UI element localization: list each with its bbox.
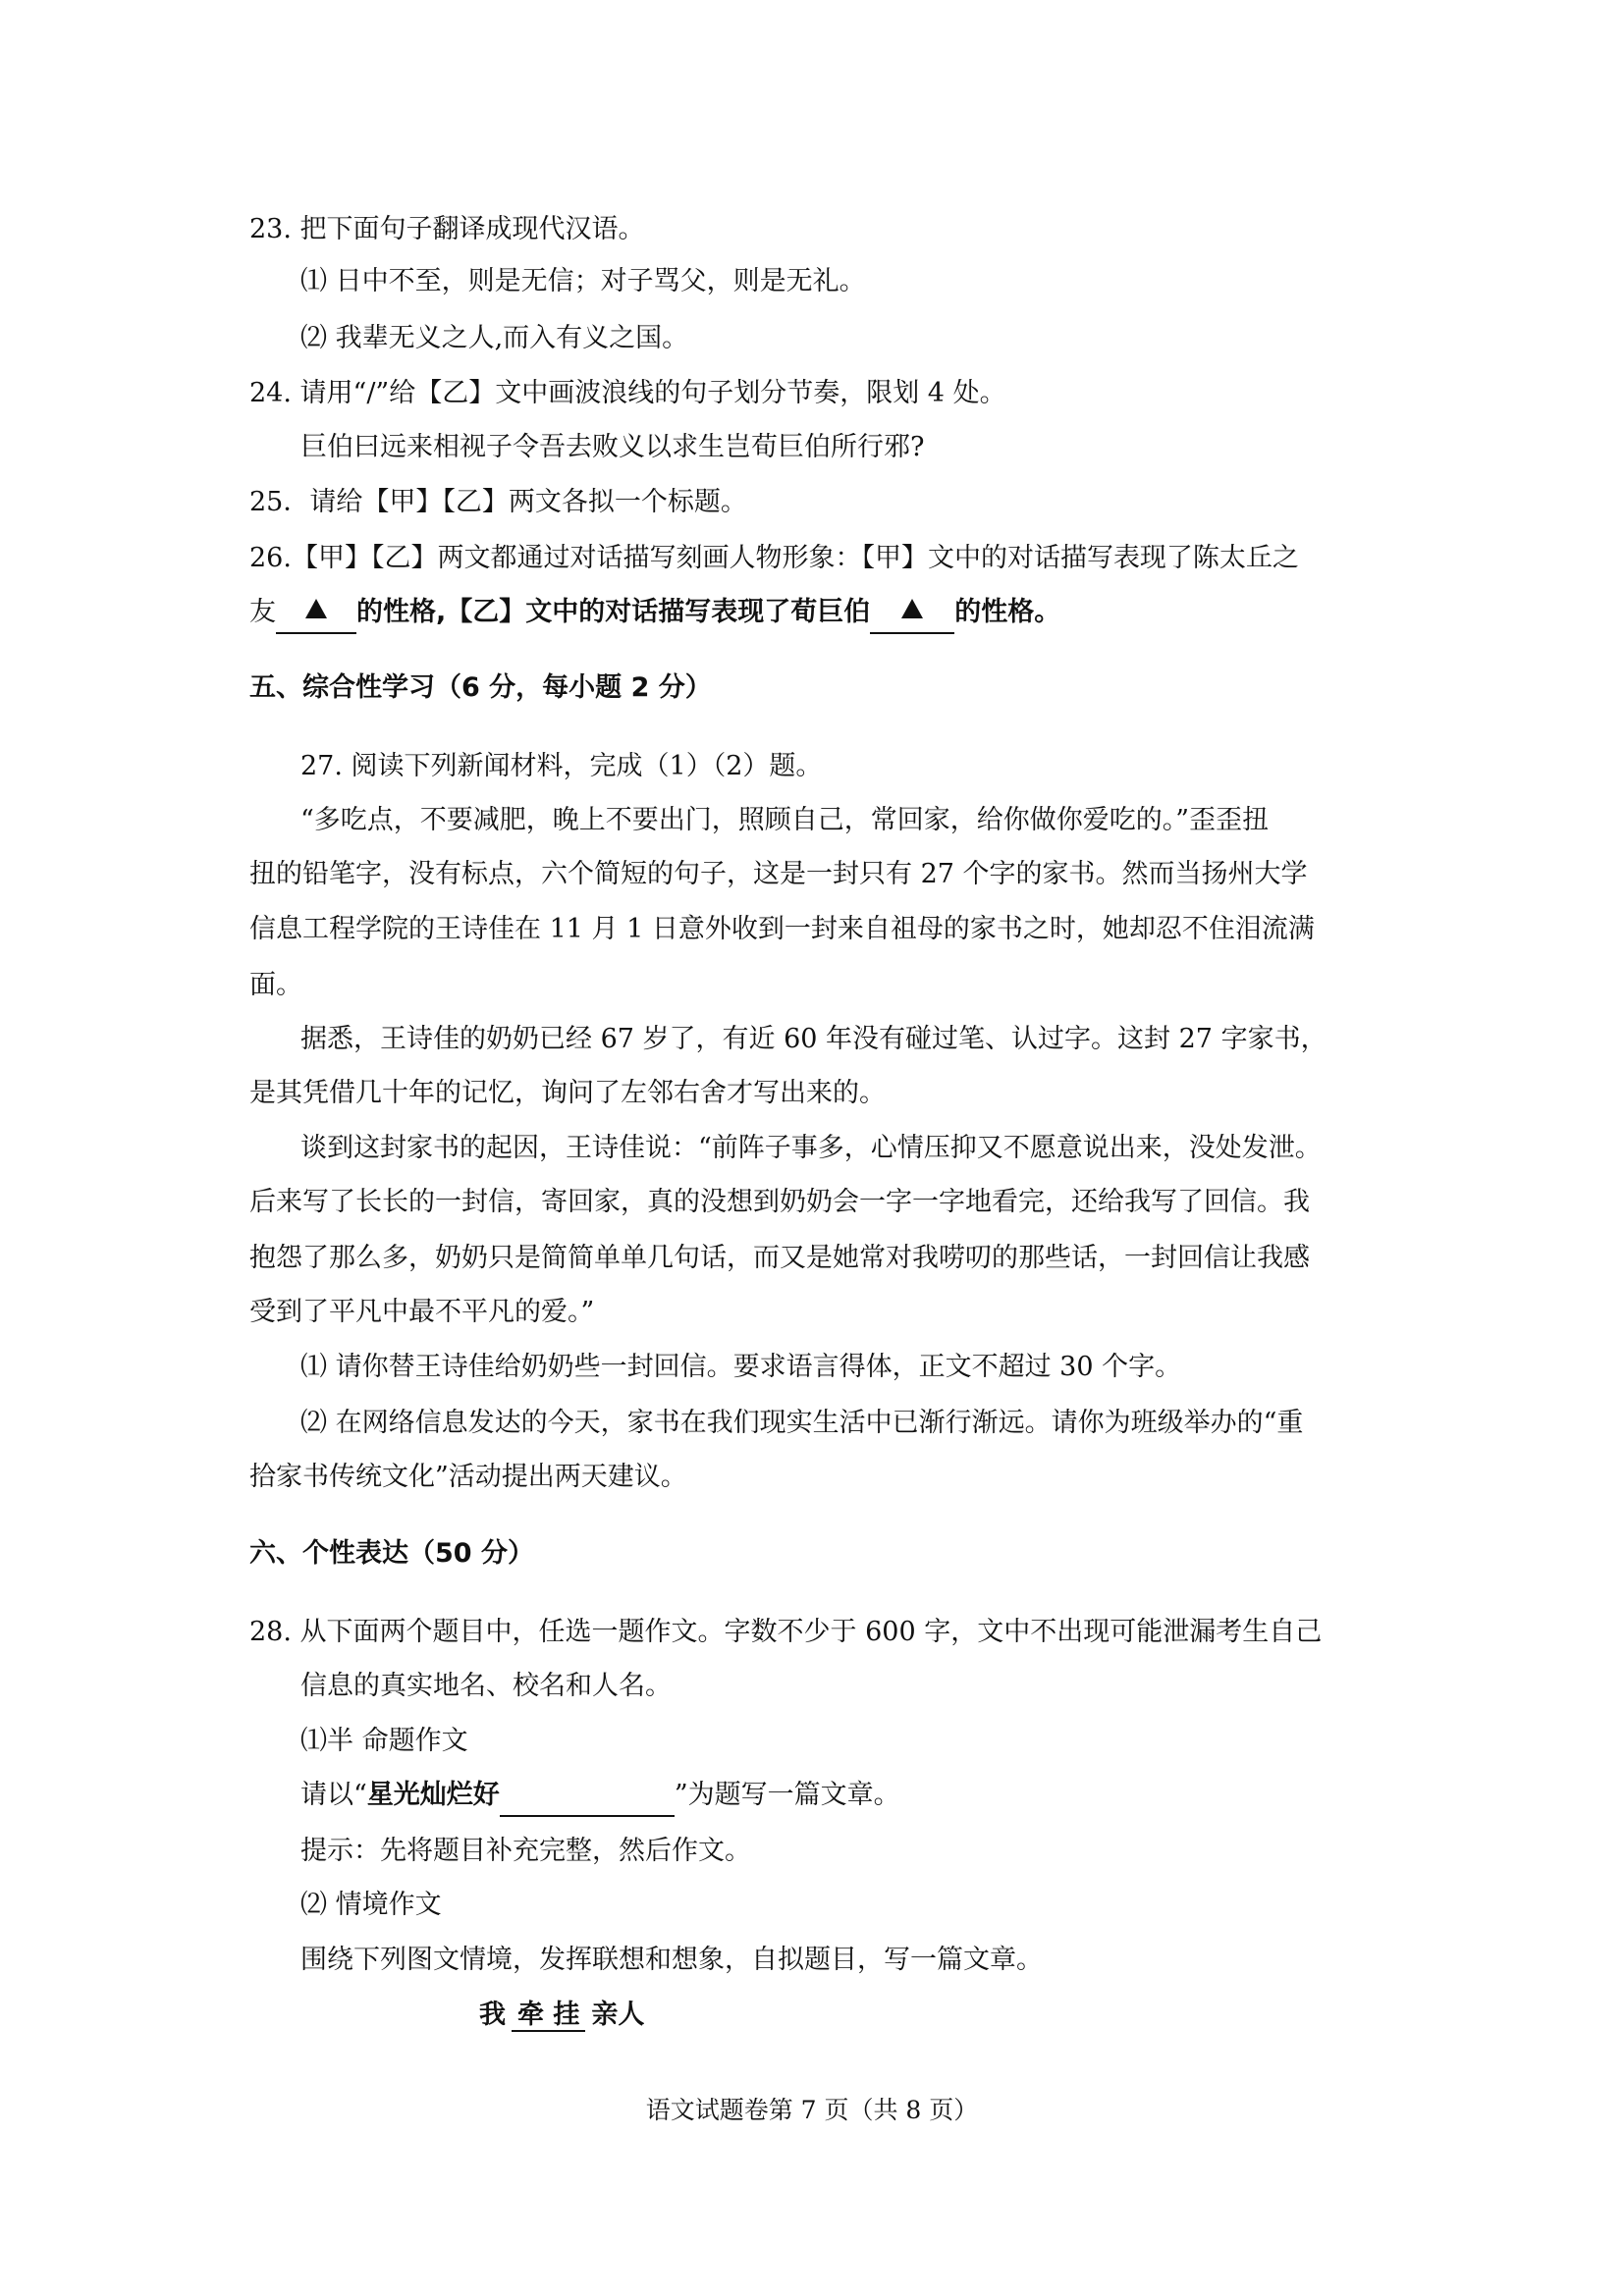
q28-line-1: 28. 从下面两个题目中，任选一题作文。字数不少于 600 字，文中不出现可能泄漏考生自己	[249, 1617, 1323, 1647]
answer-blank-2	[870, 593, 954, 634]
title-blank	[500, 1776, 675, 1817]
news-paragraph-3-line: 后来写了长长的一封信，寄回家，真的没想到奶奶会一字一字地看完，还给我写了回信。我	[249, 1187, 1310, 1217]
section-6-heading: 六、个性表达（50 分）	[249, 1538, 534, 1569]
news-paragraph-1-line: 信息工程学院的王诗佳在 11 月 1 日意外收到一封来自祖母的家书之时，她却忍不住泪流满	[249, 914, 1315, 944]
option-1-hint: 提示：先将题目补充完整，然后作文。	[300, 1836, 751, 1866]
q26-text-b: 的性格,【乙】文中的对话描写表现了荀巨伯	[356, 597, 871, 627]
page-footer: 语文试题卷第 7 页（共 8 页）	[645, 2096, 979, 2124]
q23-item-1: ⑴ 日中不至，则是无信；对子骂父，则是无礼。	[300, 266, 866, 296]
option-1-prompt-start: 请以“	[300, 1780, 367, 1810]
answer-blank-1	[276, 593, 356, 634]
q26-text-a: 友	[249, 597, 276, 627]
option-1-prompt-end: ”为题写一篇文章。	[674, 1780, 900, 1810]
q23-title: 23. 把下面句子翻译成现代汉语。	[249, 214, 645, 244]
q28-line-2: 信息的真实地名、校名和人名。	[300, 1671, 672, 1701]
q27-sub-1: ⑴ 请你替王诗佳给奶奶些一封回信。要求语言得体，正文不超过 30 个字。	[300, 1352, 1182, 1382]
theme-word-3: 亲人	[591, 2000, 645, 2030]
news-paragraph-3-line: 受到了平凡中最不平凡的爱。”	[249, 1297, 595, 1327]
news-paragraph-2-line: 是其凭借几十年的记忆，询问了左邻右舍才写出来的。	[249, 1078, 886, 1108]
news-paragraph-3-line: 抱怨了那么多，奶奶只是简简单单几句话，而又是她常对我唠叨的那些话，一封回信让我感	[249, 1243, 1310, 1273]
q26-text-c: 的性格。	[954, 597, 1061, 627]
option-2-prompt: 围绕下列图文情境，发挥联想和想象，自拟题目，写一篇文章。	[300, 1945, 1043, 1975]
theme-word-2: 牵 挂	[512, 2000, 585, 2032]
news-paragraph-1-line: 扭的铅笔字，没有标点，六个简短的句子，这是一封只有 27 个字的家书。然而当扬州大学	[249, 859, 1308, 889]
news-paragraph-1-line: 面。	[249, 970, 302, 1000]
option-1-prompt	[300, 1776, 900, 1817]
q24-sentence: 巨伯曰远来相视子令吾去败义以求生岂荀巨伯所行邪?	[300, 432, 925, 462]
section-5-heading: 五、综合性学习（6 分，每小题 2 分）	[249, 672, 712, 703]
triangle-icon	[305, 599, 327, 618]
q23-item-2: ⑵ 我辈无义之人,而入有义之国。	[300, 323, 689, 353]
option-1-title: ⑴半 命题作文	[300, 1726, 468, 1756]
news-paragraph-1-line: “多吃点，不要减肥，晚上不要出门，照顾自己，常回家，给你做你爱吃的。”歪歪扭	[300, 805, 1270, 835]
theme-word-1: 我	[479, 2000, 506, 2030]
essay-theme	[479, 1996, 644, 2035]
option-2-title: ⑵ 情境作文	[300, 1890, 442, 1920]
q27-sub-2-line: ⑵ 在网络信息发达的今天，家书在我们现实生活中已渐行渐远。请你为班级举办的“重	[300, 1408, 1304, 1438]
news-paragraph-3-line: 谈到这封家书的起因，王诗佳说：“前阵子事多，心情压抑又不愿意说出来，没处发泄。	[300, 1133, 1322, 1163]
q27-title: 27. 阅读下列新闻材料，完成（1）（2）题。	[300, 751, 823, 781]
q24-title: 24. 请用“/”给【乙】文中画波浪线的句子划分节奏，限划 4 处。	[249, 378, 1006, 408]
q26-line-1: 26.【甲】【乙】两文都通过对话描写刻画人物形象：【甲】文中的对话描写表现了陈太丘之	[249, 543, 1299, 573]
triangle-icon	[901, 599, 923, 618]
q25-title: 25．请给【甲】【乙】两文各拟一个标题。	[249, 487, 747, 517]
option-1-prompt-title: 星光灿烂好	[366, 1780, 500, 1810]
q26-line-2	[249, 593, 1060, 634]
q27-sub-2-line: 拾家书传统文化”活动提出两天建议。	[249, 1462, 687, 1492]
news-paragraph-2-line: 据悉，王诗佳的奶奶已经 67 岁了，有近 60 年没有碰过笔、认过字。这封 27 字家书，	[300, 1024, 1327, 1054]
